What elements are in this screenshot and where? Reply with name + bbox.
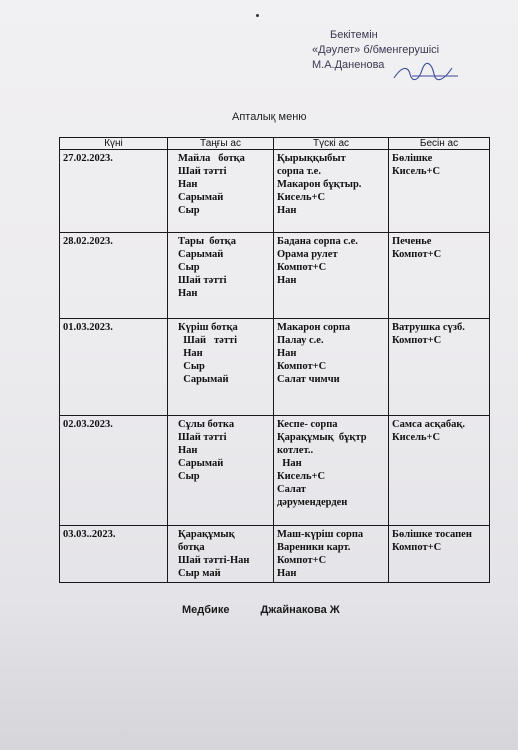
cell-lunch (274, 416, 389, 526)
lunch-item: Салат (277, 484, 306, 495)
cell-date: 28.02.2023. (60, 233, 168, 319)
page-title: Апталық меню (232, 111, 307, 123)
lunch-item: Салат чимчи (277, 374, 340, 385)
lunch-item: Нан (277, 275, 297, 286)
cell-date: 01.03.2023. (60, 319, 168, 416)
lunch-item: Палау с.е. (277, 335, 324, 346)
cell-date: 03.03..2023. (60, 526, 168, 583)
lunch-item: Компот+С (277, 262, 327, 273)
nurse-signature-line (182, 604, 340, 616)
table-header-row (60, 138, 490, 150)
lunch-item: Қарақұмық бұқтр (277, 432, 367, 443)
table-row (60, 233, 490, 319)
breakfast-item: Сарымай (178, 374, 229, 385)
lunch-item: Макарон сорпа (277, 322, 351, 333)
lunch-item: Орама рулет (277, 249, 338, 260)
snack-item: Бөлішке (392, 153, 433, 164)
lunch-item: Кисель+С (277, 192, 326, 203)
breakfast-item: ботқа (178, 542, 205, 553)
cell-breakfast (168, 416, 274, 526)
cell-breakfast (168, 233, 274, 319)
approval-line-3: М.А.Даненова (312, 59, 385, 71)
breakfast-item: Майла ботқа (178, 153, 245, 164)
table-row (60, 150, 490, 233)
cell-snack (389, 150, 490, 233)
snack-item: Компот+С (392, 542, 442, 553)
breakfast-item: Сарымай (178, 192, 224, 203)
nurse-role: Медбике (182, 604, 230, 616)
cell-date: 02.03.2023. (60, 416, 168, 526)
breakfast-item: Сыр (178, 262, 200, 273)
ink-dot (256, 14, 259, 17)
cell-date: 27.02.2023. (60, 150, 168, 233)
breakfast-item: Сыр (178, 205, 200, 216)
breakfast-item: Нан (178, 348, 203, 359)
breakfast-item: Шай тәтті (178, 335, 238, 346)
lunch-item: Нан (277, 348, 297, 359)
snack-item: Печенье (392, 236, 432, 247)
breakfast-item: Қарақұмық (178, 529, 235, 540)
approval-line-2: «Дәулет» б/бменгерушісі (312, 44, 440, 56)
breakfast-item: Сыр май (178, 568, 221, 579)
lunch-item: Нан (277, 205, 297, 216)
table-row (60, 416, 490, 526)
breakfast-item: Сұлы ботка (178, 419, 235, 430)
header-lunch: Түскі ас (274, 138, 389, 150)
lunch-item: Вареники карт. (277, 542, 351, 553)
lunch-item: Қырыққыбыт (277, 153, 346, 164)
lunch-item: дәрумендерден (277, 497, 348, 508)
lunch-item: котлет.. (277, 445, 314, 456)
breakfast-item: Сарымай (178, 249, 224, 260)
snack-item: Самса асқабақ. (392, 419, 466, 430)
cell-snack (389, 526, 490, 583)
cell-snack (389, 416, 490, 526)
snack-item: Компот+С (392, 335, 442, 346)
table-row (60, 526, 490, 583)
snack-item: Ватрушка сүзб. (392, 322, 465, 333)
lunch-item: Кисель+С (277, 471, 326, 482)
breakfast-item: Нан (178, 288, 198, 299)
breakfast-item: Шай тәтті-Нан (178, 555, 250, 566)
cell-snack (389, 233, 490, 319)
breakfast-item: Сыр (178, 471, 200, 482)
menu-table (59, 137, 490, 583)
cell-snack (389, 319, 490, 416)
cell-lunch (274, 150, 389, 233)
cell-lunch (274, 526, 389, 583)
breakfast-item: Күріш ботқа (178, 322, 238, 333)
lunch-item: Кеспе- сорпа (277, 419, 338, 430)
cell-lunch (274, 233, 389, 319)
signature (392, 62, 462, 84)
breakfast-item: Шай тәтті (178, 166, 227, 177)
lunch-item: Компот+С (277, 361, 327, 372)
breakfast-item: Нан (178, 445, 198, 456)
snack-item: Бөлішке тосапен (392, 529, 472, 540)
breakfast-item: Сарымай (178, 458, 224, 469)
snack-item: Кисель+С (392, 432, 441, 443)
lunch-item: Нан (277, 458, 302, 469)
approval-line-1: Бекітемін (330, 29, 378, 41)
cell-breakfast (168, 150, 274, 233)
breakfast-item: Сыр (178, 361, 205, 372)
nurse-name: Джайнакова Ж (260, 604, 340, 616)
snack-item: Компот+С (392, 249, 442, 260)
lunch-item: Компот+С (277, 555, 327, 566)
header-snack: Бесін ас (389, 138, 490, 150)
breakfast-item: Шай тәтті (178, 432, 227, 443)
lunch-item: сорпа т.е. (277, 166, 321, 177)
cell-lunch (274, 319, 389, 416)
header-date: Күні (60, 138, 168, 150)
cell-breakfast (168, 319, 274, 416)
snack-item: Кисель+С (392, 166, 441, 177)
breakfast-item: Нан (178, 179, 198, 190)
lunch-item: Макарон бұқтыр. (277, 179, 362, 190)
lunch-item: Бадана сорпа с.е. (277, 236, 358, 247)
table-row (60, 319, 490, 416)
breakfast-item: Шай тәтті (178, 275, 227, 286)
lunch-item: Маш-күріш сорпа (277, 529, 364, 540)
header-breakfast: Таңғы ас (168, 138, 274, 150)
lunch-item: Нан (277, 568, 297, 579)
cell-breakfast (168, 526, 274, 583)
breakfast-item: Тары ботқа (178, 236, 236, 247)
